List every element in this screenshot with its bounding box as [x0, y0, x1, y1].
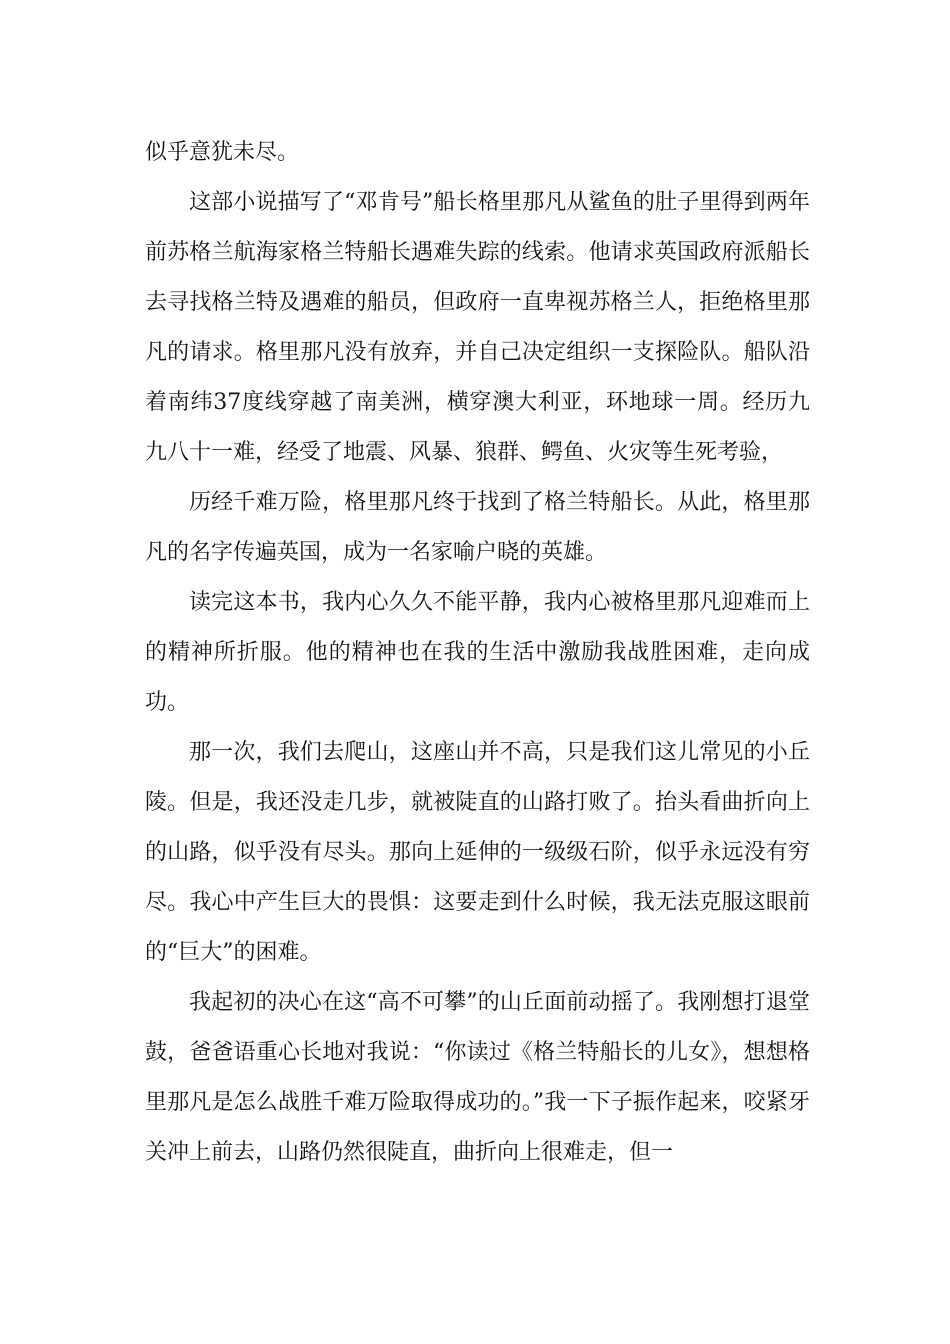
paragraph-4: 读完这本书，我内心久久不能平静，我内心被格里那凡迎难而上的精神所折服。他的精神也在我的生活中激励我战胜困难，走向成功。 — [145, 590, 810, 715]
paragraph-6: 我起初的决心在这“高不可攀”的山丘面前动摇了。我刚想打退堂鼓，爸爸语重心长地对我说：“你读过《格兰特船长的儿女》，想想格里那凡是怎么战胜千难万险取得成功的。”我一下子振作起来，咬紧牙关冲上前去，山路仍然很陡直，曲折向上很难走，但一 — [145, 990, 810, 1165]
paragraph-5: 那一次，我们去爬山，这座山并不高，只是我们这儿常见的小丘陵。但是，我还没走几步，就被陡直的山路打败了。抬头看曲折向上的山路，似乎没有尽头。那向上延伸的一级级石阶，似乎永远没有穷尽。我心中产生巨大的畏惧：这要走到什么时候，我无法克服这眼前的“巨大”的困难。 — [145, 740, 810, 965]
document-body — [145, 128, 810, 1178]
paragraph-2: 这部小说描写了“邓肯号”船长格里那凡从鲨鱼的肚子里得到两年前苏格兰航海家格兰特船长遇难失踪的线索。他请求英国政府派船长去寻找格兰特及遇难的船员，但政府一直卑视苏格兰人，拒绝格里那凡的请求。格里那凡没有放弃，并自己决定组织一支探险队。船队沿着南纬37度线穿越了南美洲，横穿澳大利亚，环地球一周。经历九九八十一难，经受了地震、风暴、狼群、鳄鱼、火灾等生死考验， — [145, 190, 810, 465]
paragraph-3: 历经千难万险，格里那凡终于找到了格兰特船长。从此，格里那凡的名字传遍英国，成为一名家喻户晓的英雄。 — [145, 490, 810, 565]
paragraph-1: 似乎意犹未尽。 — [145, 140, 300, 165]
